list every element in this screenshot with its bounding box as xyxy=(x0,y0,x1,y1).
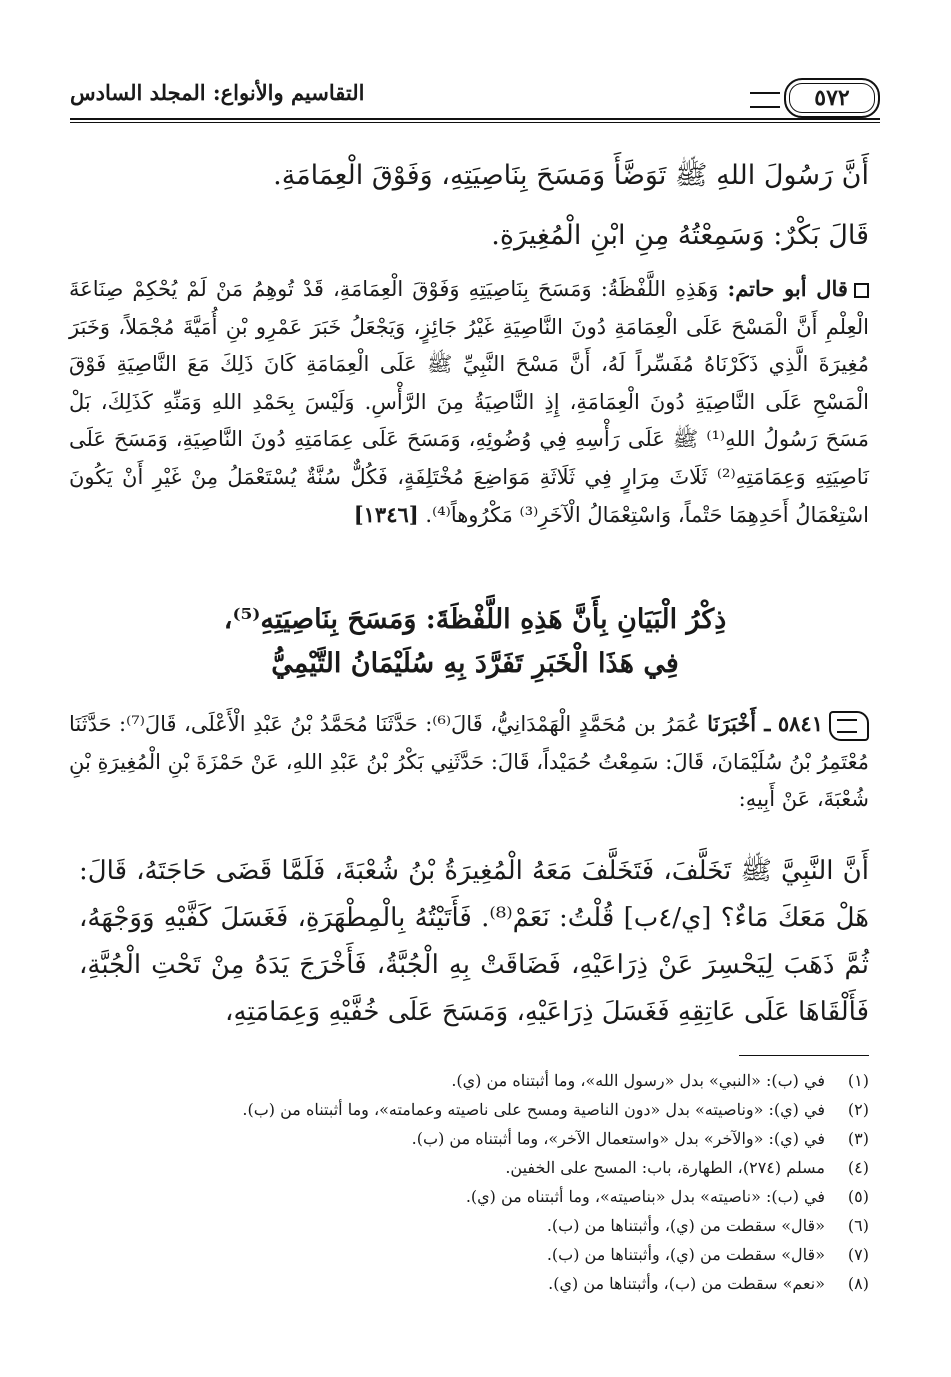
footnote-text: «نعم» سقطت من (ب)، وأثبتناها من (ي). xyxy=(548,1274,825,1293)
chapter-heading-line-2: فِي هَذَا الْخَبَرِ تَفَرَّدَ بِهِ سُلَيْمَانُ التَّيْمِيُّ xyxy=(271,648,679,679)
hadith-ornament-icon xyxy=(829,711,869,741)
footnote-separator xyxy=(739,1055,869,1056)
footnote-text: في (ي): «وناصيته» بدل «دون الناصية ومسح على ناصيته وعمامته»، وما أثبتناه من (ب). xyxy=(242,1100,825,1119)
footnote-text: في (ب): «ناصيته» بدل «بناصيته»، وما أثبتناه من (ي). xyxy=(465,1187,825,1206)
footnote-item xyxy=(69,1066,869,1095)
footnote-item xyxy=(69,1211,869,1240)
hadith-matn: أَنَّ النَّبِيَّ ﷺ تَخَلَّفَ، فَتَخَلَّفَ مَعَهُ الْمُغِيرَةُ بْنُ شُعْبَةَ، فَلَمَّا قَضَى حَاجَتَهُ، قَالَ: هَلْ مَعَكَ مَاءٌ؟ [ي/٤ب] قُلْتُ: نَعَمْ⁽⁸⁾. فَأَتَيْتُهُ بِالْمِطْهَرَةِ، فَغَسَلَ كَفَّيْهِ وَوَجْهَهُ، ثُمَّ ذَهَبَ لِيَحْسِرَ عَنْ ذِرَاعَيْهِ، فَضَاقَتْ بِهِ الْجُبَّةُ، فَأَخْرَجَ يَدَهُ مِنْ تَحْتِ الْجُبَّةِ، فَأَلْقَاهَا عَلَى عَاتِقِهِ فَغَسَلَ ذِرَاعَيْهِ، وَمَسَحَ عَلَى خُفَّيْهِ وَعِمَامَتِهِ، xyxy=(79,856,869,1027)
hadith-isnad-text: عُمَرُ بن مُحَمَّدٍ الْهَمْدَانِيُّ، قَالَ⁽⁶⁾: حَدَّثَنَا مُحَمَّدُ بْنُ عَبْدِ الْأَعْلَى، قَالَ⁽⁷⁾: حَدَّثَنَا مُعْتَمِرُ بْنُ سُلَيْمَانَ، قَالَ: سَمِعْتُ حُمَيْداً، قَالَ: حَدَّثَنِي بَكْرُ بْنُ عَبْدِ اللهِ، عَنْ حَمْزَةَ بْنِ الْمُغِيرَةِ بْنِ شُعْبَةَ، عَنْ أَبِيهِ: xyxy=(69,712,869,811)
footnote-text: «قال» سقطت من (ي)، وأثبتناها من (ب). xyxy=(546,1216,825,1235)
footnote-text: في (ب): «النبي» بدل «رسول الله»، وما أثبتناه من (ي). xyxy=(451,1071,825,1090)
header-rule xyxy=(70,118,880,120)
footnote-text: «قال» سقطت من (ي)، وأثبتناها من (ب). xyxy=(546,1245,825,1264)
page-header xyxy=(70,78,880,128)
footnote-number: (١) xyxy=(847,1071,869,1090)
hadith-end-line: أَنَّ رَسُولَ اللهِ ﷺ تَوَضَّأَ وَمَسَحَ بِنَاصِيَتِهِ، وَفَوْقَ الْعِمَامَةِ. xyxy=(273,160,869,191)
footnote-number: (٨) xyxy=(847,1274,869,1293)
footnote-number: (٢) xyxy=(847,1100,869,1119)
footnote-number: (٤) xyxy=(847,1158,869,1177)
commentary-reference: [١٣٤٦] xyxy=(353,502,419,527)
commentary-paragraph xyxy=(69,270,869,535)
footnotes xyxy=(69,1066,869,1298)
footnote-number: (٧) xyxy=(847,1245,869,1264)
hadith-isnad xyxy=(69,705,869,819)
footnote-text: في (ي): «والآخر» بدل «واستعمال الآخر»، وما أثبتناه من (ب). xyxy=(411,1129,825,1148)
ornament-lines xyxy=(750,92,780,108)
commentary-speaker: قال أبو حاتم: xyxy=(727,276,848,301)
footnote-item xyxy=(69,1153,869,1182)
page-number: ٥٧٢ xyxy=(784,78,880,118)
footnote-item xyxy=(69,1124,869,1153)
footnote-item xyxy=(69,1240,869,1269)
narrator-note-line: قَالَ بَكْرٌ: وَسَمِعْتُهُ مِنِ ابْنِ الْمُغِيرَةِ. xyxy=(491,220,869,251)
page-number-ornament xyxy=(750,78,880,118)
chapter-heading xyxy=(70,598,880,686)
footnote-item xyxy=(69,1182,869,1211)
hadith-number: ٥٨٤١ xyxy=(777,711,823,736)
footnote-text: مسلم (٢٧٤)، الطهارة، باب: المسح على الخفين. xyxy=(505,1158,825,1177)
footnote-number: (٦) xyxy=(847,1216,869,1235)
footnote-item xyxy=(69,1269,869,1298)
running-title: التقاسيم والأنواع: المجلد السادس xyxy=(70,80,365,105)
footnote-number: (٥) xyxy=(847,1187,869,1206)
chapter-heading-line-1: ذِكْرُ الْبَيَانِ بِأَنَّ هَذِهِ اللَّفْظَةَ: وَمَسَحَ بِنَاصِيَتِهِ⁽⁵⁾، xyxy=(223,604,727,635)
commentary-body: وَهَذِهِ اللَّفْظَةُ: وَمَسَحَ بِنَاصِيَتِهِ وَفَوْقَ الْعِمَامَةِ، قَدْ تُوهِمُ مَنْ لَمْ يُحْكِمْ صِنَاعَةَ الْعِلْمِ أَنَّ الْمَسْحَ عَلَى الْعِمَامَةِ دُونَ النَّاصِيَةِ غَيْرُ جَائِزٍ، وَيَجْعَلُ خَبَرَ عَمْرِو بْنِ أُمَيَّةَ مُجْمَلاً، وَخَبَرَ مُغِيرَةَ الَّذِي ذَكَرْنَاهُ مُفَسِّراً لَهُ، أَنَّ مَسْحَ النَّبِيِّ ﷺ عَلَى الْعِمَامَةِ كَانَ ذَلِكَ مَعَ النَّاصِيَةِ فَوْقَ الْمَسْحِ عَلَى النَّاصِيَةِ دُونَ الْعِمَامَةِ، إِذِ النَّاصِيَةُ مِنَ الرَّأْسِ. وَلَيْسَ بِحَمْدِ اللهِ وَمَنِّهِ كَذَلِكَ، بَلْ مَسَحَ رَسُولُ اللهِ⁽¹⁾ ﷺ عَلَى رَأْسِهِ فِي وُضُوئِهِ، وَمَسَحَ عَلَى عِمَامَتِهِ دُونَ النَّاصِيَةِ، وَمَسَحَ عَلَى نَاصِيَتِهِ وَعِمَامَتِهِ⁽²⁾ ثَلَاثَ مِرَارٍ فِي ثَلَاثَةِ مَوَاضِعَ مُخْتَلِفَةٍ، فَكُلٌّ سُنَّةٌ يُسْتَعْمَلُ مِنْ غَيْرِ أَنْ يَكُونَ اسْتِعْمَالُ أَحَدِهِمَا حَتْماً، وَاسْتِعْمَالُ الْآخَرِ⁽³⁾ مَكْرُوهاً⁽⁴⁾. xyxy=(69,277,869,527)
hadith-isnad-lead: ـ أَخْبَرَنَا xyxy=(707,711,771,736)
square-bullet-icon xyxy=(854,283,869,298)
footnote-item xyxy=(69,1095,869,1124)
footnote-number: (٣) xyxy=(847,1129,869,1148)
header-rule-thin xyxy=(70,122,880,123)
